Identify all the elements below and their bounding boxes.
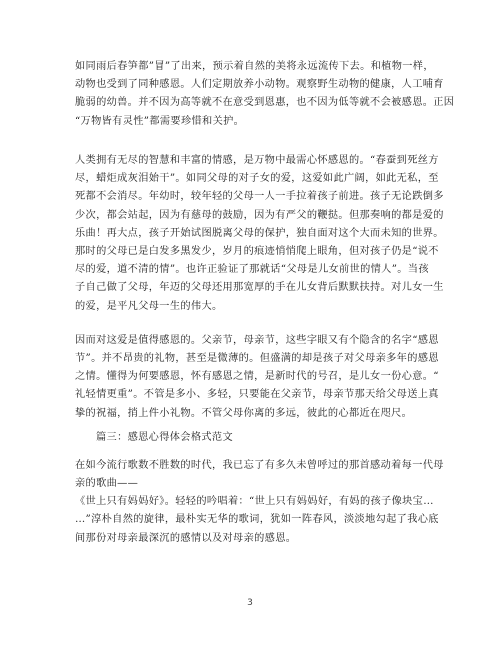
paragraph-line: 《世上只有妈妈好》。轻轻的吟唱着：“世上只有妈妈好，有妈的孩子像块宝… [75, 496, 434, 508]
paragraph-line: 的爱，是平凡父母一生的伟大。 [75, 300, 223, 312]
paragraph-line: 动物也受到了同种感恩。人们定期放养小动物。观察野生动物的健康，人工哺育 [75, 79, 444, 91]
paragraph-line: 尽的爱，道不清的情”。也许正验证了那就话“父母是儿女前世的情人”。当孩 [75, 264, 429, 276]
paragraph-line: 死都不会消尽。年幼时，较年轻的父母一人一手拉着孩子前进。孩子无论跌倒多 [75, 191, 444, 203]
paragraph-line: 因而对这爱是值得感恩的。父亲节，母亲节，这些字眼又有个隐含的名字“感恩 [75, 334, 439, 346]
paragraph-line: 尽，蜡炬成灰泪始干”。如同父母的对子女的爱，这爱如此广阔，如此无私，至 [75, 173, 439, 185]
section-heading: 篇三：感恩心得体会格式范文 [96, 431, 233, 443]
paragraph-line: 乐曲！再大点，孩子开始试图脱离父母的保护，独自面对这个大而未知的世界。 [75, 227, 444, 239]
paragraph-line: 如同雨后春笋都”冒”了出来，预示着自然的美将永远流传下去。和植物一样， [75, 61, 434, 72]
paragraph-line: 挚的祝福，捎上件小礼物。不管父母你离的多远，彼此的心都近在咫尺。 [75, 407, 413, 419]
paragraph-2 [75, 152, 444, 316]
page-number: 3 [247, 598, 253, 608]
paragraph-line: …”淳朴自然的旋律，最朴实无华的歌词，犹如一阵春风，淡淡地勾起了我心底 [75, 514, 439, 526]
paragraph-line: 之情。懂得为何要感恩，怀有感恩之情，是新时代的号召，是儿女一份心意。“ [75, 371, 439, 383]
paragraph-4 [75, 457, 444, 548]
paragraph-line: 节”。并不昂贵的礼物，甚至是微薄的。但盛满的却是孩子对父母亲多年的感恩 [75, 353, 439, 364]
paragraph-line: “万物皆有灵性”都需要珍惜和关护。 [75, 115, 245, 127]
paragraph-line: 脆弱的幼兽。并不因为高等就不在意受到恩惠，也不因为低等就不会被感恩。正因 [75, 97, 455, 109]
paragraph-1 [75, 58, 455, 131]
paragraph-line: 子自己做了父母，年迈的父母还用那宽厚的手在儿女背后默默扶持。对儿女一生 [75, 282, 444, 294]
paragraph-line: 在如今流行歌数不胜数的时代，我已忘了有多久未曾呼过的那首感动着每一代母 [75, 459, 444, 471]
paragraph-line: 间那份对母亲最深沉的感情以及对母亲的感恩。 [75, 532, 297, 544]
paragraph-line: 少次，都会站起，因为有慈母的鼓励，因为有严父的鞭挞。但那奏响的都是爱的 [75, 209, 444, 221]
paragraph-line: 人类拥有无尽的智慧和丰富的情感，是万物中最需心怀感恩的。“春蚕到死丝方 [75, 155, 439, 166]
paragraph-3 [75, 332, 439, 423]
paragraph-line: 亲的歌曲—— [75, 478, 139, 489]
paragraph-line: 礼轻情更重”。不管是多小、多轻，只要能在父亲节，母亲节那天给父母送上真 [75, 389, 439, 401]
paragraph-line: 那时的父母已是白发多黑发少，岁月的痕迹悄悄爬上眼角，但对孩子仍是“说不 [75, 246, 439, 258]
